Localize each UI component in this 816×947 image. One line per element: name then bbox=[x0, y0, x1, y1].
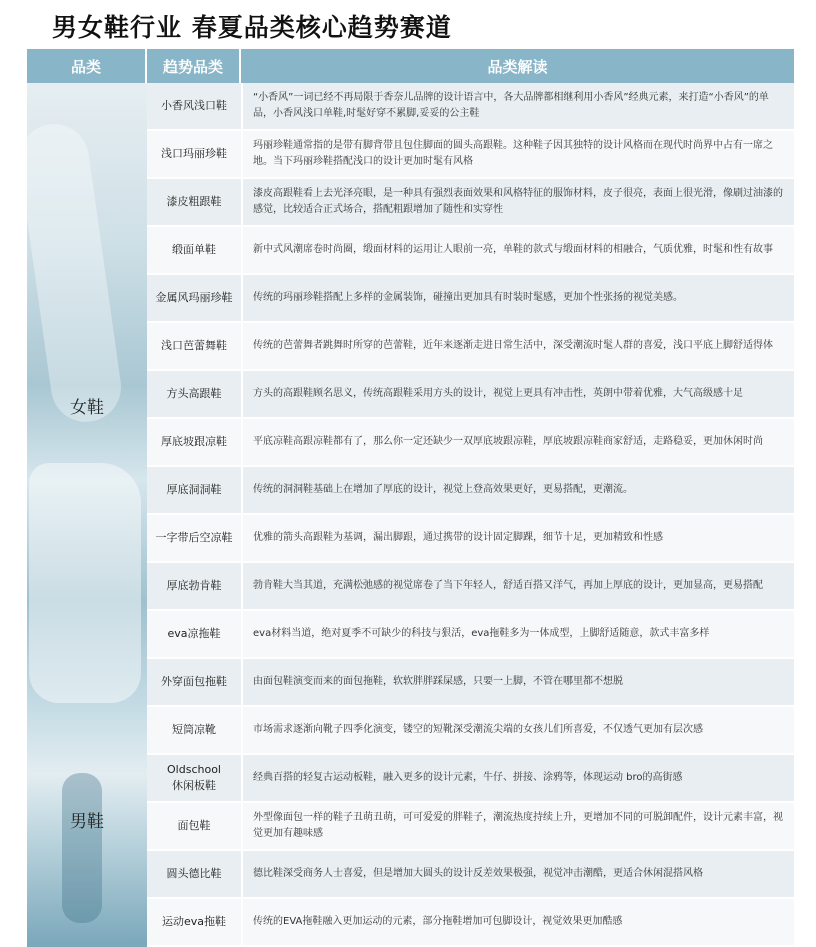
table-row bbox=[147, 371, 794, 419]
desc-cell: 优雅的箭头高跟鞋为基调，漏出脚跟，通过携带的设计固定脚踝，细节十足，更加精致和性感 bbox=[243, 515, 794, 561]
table-row bbox=[147, 323, 794, 371]
trend-cell: 短筒凉靴 bbox=[147, 707, 243, 753]
desc-cell: 传统的芭蕾舞者跳舞时所穿的芭蕾鞋，近年来逐渐走进日常生活中，深受潮流时髦人群的喜爱，浅口平底上脚舒适得体 bbox=[243, 323, 794, 369]
desc-cell: 市场需求逐渐向靴子四季化演变，镂空的短靴深受潮流尖端的女孩儿们所喜爱，不仅透气更加有层次感 bbox=[243, 707, 794, 753]
trend-cell: eva凉拖鞋 bbox=[147, 611, 243, 657]
desc-cell: 方头的高跟鞋顾名思义，传统高跟鞋采用方头的设计，视觉上更具有冲击性，英朗中带着优雅，大气高级感十足 bbox=[243, 371, 794, 417]
table-row bbox=[147, 611, 794, 659]
category-men: 男鞋 bbox=[70, 812, 104, 832]
table-body bbox=[27, 83, 794, 947]
trend-cell: 外穿面包拖鞋 bbox=[147, 659, 243, 705]
trend-cell: 圆头德比鞋 bbox=[147, 851, 243, 897]
desc-cell: 平底凉鞋高跟凉鞋都有了，那么你一定还缺少一双厚底坡跟凉鞋，厚底坡跟凉鞋商家舒适，走路稳妥，更加休闲时尚 bbox=[243, 419, 794, 465]
trend-cell: 一字带后空凉鞋 bbox=[147, 515, 243, 561]
table-row bbox=[147, 803, 794, 851]
desc-cell: 传统的EVA拖鞋融入更加运动的元素，部分拖鞋增加可包脚设计，视觉效果更加酷感 bbox=[243, 899, 794, 945]
table-row bbox=[147, 755, 794, 803]
desc-cell: 德比鞋深受商务人士喜爱，但是增加大圆头的设计反差效果极强，视觉冲击潮酷，更适合休闲混搭风格 bbox=[243, 851, 794, 897]
trend-cell: 缎面单鞋 bbox=[147, 227, 243, 273]
trend-cell: 厚底坡跟凉鞋 bbox=[147, 419, 243, 465]
table-row bbox=[147, 659, 794, 707]
category-women: 女鞋 bbox=[70, 398, 104, 418]
trend-table bbox=[27, 49, 794, 947]
desc-cell: 传统的玛丽珍鞋搭配上多样的金属装饰，碰撞出更加具有时装时髦感，更加个性张扬的视觉美感。 bbox=[243, 275, 794, 321]
header-trend: 趋势品类 bbox=[147, 49, 241, 83]
trend-cell: 厚底洞洞鞋 bbox=[147, 467, 243, 513]
table-row bbox=[147, 179, 794, 227]
leg-shape bbox=[14, 120, 125, 427]
table-row bbox=[147, 275, 794, 323]
table-header bbox=[27, 49, 794, 83]
table-row bbox=[147, 131, 794, 179]
trend-cell: 金属风玛丽珍鞋 bbox=[147, 275, 243, 321]
table-row bbox=[147, 467, 794, 515]
trend-cell: 厚底勃肯鞋 bbox=[147, 563, 243, 609]
men-leg-shape bbox=[62, 773, 102, 923]
table-row bbox=[147, 563, 794, 611]
trend-cell: 浅口玛丽珍鞋 bbox=[147, 131, 243, 177]
table-row bbox=[147, 899, 794, 947]
trend-cell: 方头高跟鞋 bbox=[147, 371, 243, 417]
header-category: 品类 bbox=[27, 49, 147, 83]
table-row bbox=[147, 419, 794, 467]
trend-cell: 面包鞋 bbox=[147, 803, 243, 849]
table-row bbox=[147, 851, 794, 899]
desc-cell: 经典百搭的轻复古运动板鞋，融入更多的设计元素，牛仔、拼接、涂鸦等，体现运动 bro的高街感 bbox=[243, 755, 794, 801]
desc-cell: 漆皮高跟鞋看上去光泽亮眼，是一种具有强烈表面效果和风格特征的服饰材料，皮子很亮，表面上很光滑，像刷过油漆的感觉，比较适合正式场合，搭配粗跟增加了随性和实穿性 bbox=[243, 179, 794, 225]
page-title: 男女鞋行业 春夏品类核心趋势赛道 bbox=[52, 13, 452, 42]
table-row bbox=[147, 707, 794, 755]
table-row bbox=[147, 515, 794, 563]
table-row bbox=[147, 83, 794, 131]
desc-cell: 玛丽珍鞋通常指的是带有脚背带且包住脚面的圆头高跟鞋。这种鞋子因其独特的设计风格而在现代时尚界中占有一席之地。当下玛丽珍鞋搭配浅口的设计更加时髦有风格 bbox=[243, 131, 794, 177]
trend-cell: 浅口芭蕾舞鞋 bbox=[147, 323, 243, 369]
boot-shape bbox=[29, 463, 141, 703]
desc-cell: 新中式风潮席卷时尚圈，缎面材料的运用让人眼前一亮，单鞋的款式与缎面材料的相融合，气质优雅，时髦和性有故事 bbox=[243, 227, 794, 273]
desc-cell: 传统的洞洞鞋基础上在增加了厚底的设计，视觉上登高效果更好，更易搭配，更潮流。 bbox=[243, 467, 794, 513]
desc-cell: “小香风”一词已经不再局限于香奈儿品牌的设计语言中，各大品牌都相继利用小香风”经典元素，来打造“小香风”的单品，小香风浅口单鞋,时髦好穿不累脚,妥妥的公主鞋 bbox=[243, 83, 794, 129]
trend-cell: Oldschool 休闲板鞋 bbox=[147, 755, 243, 801]
category-column bbox=[27, 83, 147, 947]
trend-cell: 运动eva拖鞋 bbox=[147, 899, 243, 945]
rows-container bbox=[147, 83, 794, 947]
header-desc: 品类解读 bbox=[487, 57, 548, 76]
desc-cell: 由面包鞋演变而来的面包拖鞋，软软胖胖踩屎感，只要一上脚，不管在哪里都不想脱 bbox=[243, 659, 794, 705]
desc-cell: eva材料当道，绝对夏季不可缺少的科技与狠活，eva拖鞋多为一体成型，上脚舒适随意，款式丰富多样 bbox=[243, 611, 794, 657]
trend-cell: 漆皮粗跟鞋 bbox=[147, 179, 243, 225]
desc-cell: 外型像面包一样的鞋子丑萌丑萌，可可爱爱的胖鞋子，潮流热度持续上升，更增加不同的可脱卸配件，设计元素丰富，视觉更加有趣味感 bbox=[243, 803, 794, 849]
trend-cell: 小香风浅口鞋 bbox=[147, 83, 243, 129]
table-row bbox=[147, 227, 794, 275]
desc-cell: 勃肯鞋大当其道，充满松弛感的视觉席卷了当下年轻人，舒适百搭又洋气，再加上厚底的设计，更加显高，更易搭配 bbox=[243, 563, 794, 609]
